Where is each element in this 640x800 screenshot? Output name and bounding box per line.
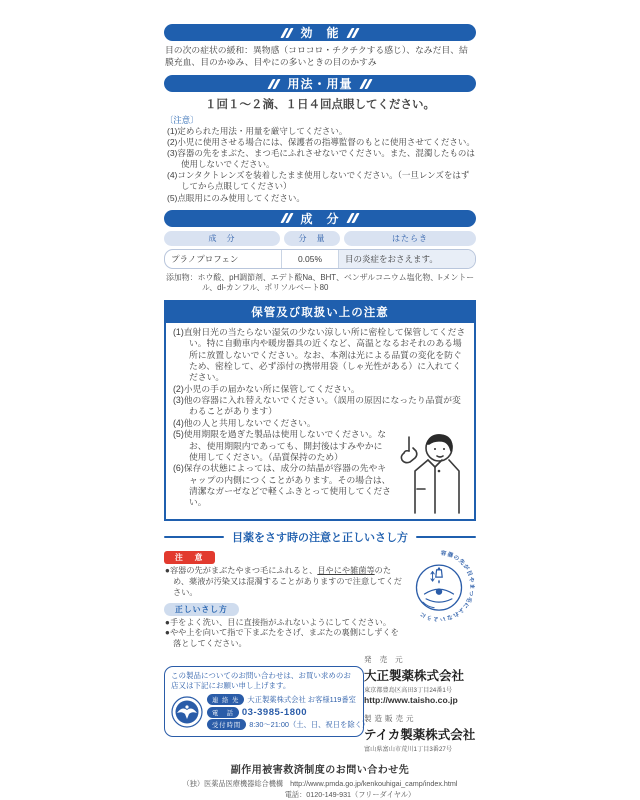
efficacy-text: 目の次の症状の緩和：異物感（コロコロ・チクチクする感じ）、なみだ目、結膜充血、目のかゆみ、目やにの多いときの目のかすみ bbox=[165, 45, 468, 67]
dosage-note-item: (2)小児に使用させる場合には、保護者の指導監督のもとに使用させてください。 bbox=[167, 137, 475, 148]
contact-row bbox=[207, 694, 369, 705]
band-notch-decoration bbox=[362, 79, 370, 89]
maker-company-name: テイカ製薬株式会社 bbox=[364, 728, 476, 743]
ingredient-effect: 目の炎症をおさえます。 bbox=[339, 250, 475, 268]
ingredient-name: プラノプロフェン bbox=[165, 250, 282, 268]
illustration-curved-caption: 容器の先が目やまつ毛にふれないように bbox=[418, 550, 475, 622]
divider-line bbox=[416, 536, 476, 538]
ingredients-table-row bbox=[164, 249, 476, 269]
relief-organization: （独）医薬品医療機器総合機構 bbox=[182, 779, 284, 789]
ingredient-amount: 0.05% bbox=[282, 250, 339, 268]
pharmacist-pointing-illustration bbox=[395, 429, 467, 515]
relief-url: http://www.pmda.go.jp/kenkouhigai_camp/index.html bbox=[290, 779, 458, 789]
storage-item: (1)直射日光の当たらない湿気の少ない涼しい所に密栓して保管してください。特に自動車内や暖房器具の近くなど、高温となるおそれのある場所に放置しないでください。なお、本剤は光による品質の変化を防ぐため、密栓して、必ず添付の携帯用袋（しゃ光性がある）に入れてください。 bbox=[173, 327, 466, 383]
seller-website-url: http://www.taisho.co.jp bbox=[364, 695, 458, 706]
storage-item: (3)他の容器に入れ替えないでください。（誤用の原因になったり品質が変わることがあります） bbox=[173, 395, 461, 417]
ingredients-title: 成 分 bbox=[300, 211, 340, 226]
seller-address: 東京都豊島区高田3丁目24番1号 bbox=[364, 687, 453, 695]
band-notch-decoration bbox=[349, 213, 357, 223]
contact-row-value: 大正製薬株式会社 お客様119番室 bbox=[247, 694, 356, 704]
contact-phone-number: 03-3985-1800 bbox=[241, 706, 308, 718]
contact-row-label: 連 絡 先 bbox=[207, 694, 244, 705]
dosage-note-item: (3)容器の先をまぶた、まつ毛にふれさせないでください。また、混濁したものは使用しないでください。 bbox=[167, 148, 475, 170]
contact-row-value: 8:30～21:00（土、日、祝日を除く） bbox=[249, 719, 370, 729]
relief-title: 副作用被害救済制度のお問い合わせ先 bbox=[230, 765, 410, 777]
band-notch-decoration bbox=[283, 213, 291, 223]
application-section-header bbox=[164, 529, 476, 545]
caution-underlined-phrase: 目やにや雑菌等 bbox=[317, 566, 375, 576]
correct-method-label: 正しいさし方 bbox=[164, 603, 239, 616]
eye-drop-instruction-illustration bbox=[402, 547, 476, 650]
dosage-main-text: １回１～２滴、１日４回点眼してください。 bbox=[205, 99, 435, 112]
company-info-column bbox=[364, 654, 476, 753]
adverse-reaction-relief-section bbox=[164, 761, 476, 800]
band-notch-decoration bbox=[283, 28, 291, 38]
relief-phone: 電話：0120-149-931（フリーダイヤル） bbox=[284, 790, 416, 800]
taisho-eagle-logo bbox=[171, 696, 203, 728]
ingredients-table-header bbox=[164, 231, 476, 246]
dosage-note-item: (1)定められた用法・用量を厳守してください。 bbox=[167, 126, 348, 137]
contact-row-label: 電 話 bbox=[207, 707, 239, 718]
customer-contact-box bbox=[164, 666, 370, 737]
efficacy-header-band bbox=[164, 24, 476, 41]
maker-address: 富山県富山市荒川1丁目3番27号 bbox=[364, 746, 453, 754]
contact-row bbox=[207, 719, 369, 730]
seller-label: 発 売 元 bbox=[364, 655, 406, 665]
method-bullet: ●手をよく洗い、目に直接指がふれないようにしてください。 bbox=[165, 617, 392, 627]
ingredients-col-name: 成 分 bbox=[164, 231, 280, 246]
divider-line bbox=[164, 536, 224, 538]
application-title: 目薬をさす時の注意と正しいさし方 bbox=[232, 532, 408, 545]
dosage-note-item: (4)コンタクトレンズを装着したまま使用しないでください。（一旦レンズをはずしてから点眼してください） bbox=[167, 170, 470, 192]
efficacy-title: 効 能 bbox=[300, 26, 340, 40]
contact-row bbox=[207, 707, 369, 718]
additives-note: 添加物：ホウ酸、pH調節剤、エデト酸Na、BHT、ベンザルコニウム塩化物、l-メントール、dl-カンフル、ポリソルベート80 bbox=[166, 272, 475, 292]
dosage-note-item: (5)点眼用にのみ使用してください。 bbox=[167, 192, 305, 203]
storage-item: (6)保存の状態によっては、成分の結晶が容器の先やキャップの内側につくことがあります。その場合は、清潔なガーゼなどで軽くふきとって使用してください。 bbox=[173, 463, 391, 508]
band-notch-decoration bbox=[270, 79, 278, 89]
dosage-header-band bbox=[164, 75, 476, 92]
maker-label: 製造販売元 bbox=[364, 714, 417, 724]
ingredients-col-amount: 分 量 bbox=[284, 231, 340, 246]
ingredients-header-band bbox=[164, 210, 476, 227]
method-bullet: ●やや上を向いて指で下まぶたをさげ、まぶたの裏側にしずくを落としてください。 bbox=[165, 628, 399, 649]
caution-label: 注 意 bbox=[164, 551, 215, 564]
contact-intro-text: この製品についてのお問い合わせは、お買い求めのお店又は下記にお願い申し上げます。 bbox=[171, 671, 351, 690]
caution-bullet: ●容器の先がまぶたやまつ毛にふれると、目やにや雑菌等のため、薬液が汚染又は混濁することがありますので注意してください。 bbox=[165, 566, 402, 597]
seller-company-name: 大正製薬株式会社 bbox=[364, 669, 465, 684]
ingredients-col-effect: はたらき bbox=[344, 231, 476, 246]
band-notch-decoration bbox=[349, 28, 357, 38]
contact-row-label: 受付時間 bbox=[207, 719, 246, 730]
storage-item: (2)小児の手の届かない所に保管してください。 bbox=[173, 383, 360, 394]
dosage-title: 用法・用量 bbox=[287, 77, 353, 92]
storage-item: (4)他の人と共用しないでください。 bbox=[173, 417, 316, 428]
storage-item: (5)使用期限を過ぎた製品は使用しないでください。なお、使用期限内であっても、開封後はすみやかに使用してください。（品質保持のため） bbox=[173, 429, 387, 462]
dosage-note-label: 〔注意〕 bbox=[165, 115, 199, 126]
package-insert-page bbox=[164, 0, 476, 800]
storage-title: 保管及び取扱い上の注意 bbox=[166, 302, 474, 323]
storage-precautions-box bbox=[164, 300, 476, 521]
